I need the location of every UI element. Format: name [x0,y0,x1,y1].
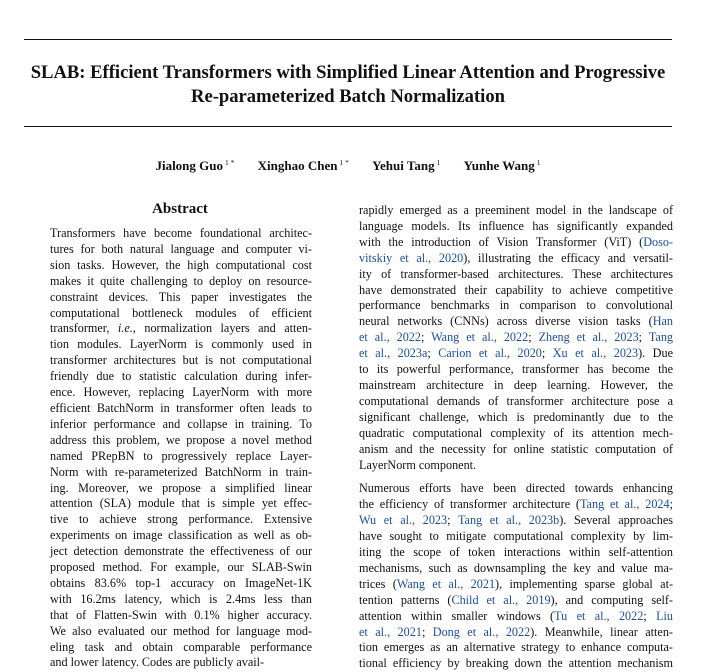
abstract-line: makes it quite challenging to deploy on resource- [50,273,312,288]
body-line: attention within smaller windows (Tu et al., 2022; Liu [359,608,673,623]
abstract-line: We also evaluated our method for language mod- [50,623,312,638]
abstract-line: sion tasks. However, the high computational cost [50,257,312,272]
body-line: neural networks (CNNs) across diverse vision tasks (Han [359,314,673,329]
body-line: Numerous efforts have been directed towards enhancing [359,481,673,496]
body-line: mainstream architecture in deep learning. However, the [359,377,673,392]
bottom-rule [24,126,672,127]
body-line: computational demands of transformer architecture pose a [359,393,673,408]
abstract-line: with 16.2ms latency, which is 2.4ms less than [50,591,312,606]
body-line: language models. Its influence has significantly expanded [359,218,673,233]
citation-link[interactable]: Liu [656,608,673,623]
body-line: Wu et al., 2023; Tang et al., 2023b). Several approaches [359,513,674,528]
body-line: vitskiy et al., 2020), illustrating the efficacy and versatil- [359,250,673,265]
abstract-line: ject detection demonstrate the effectiveness of our [50,544,312,559]
author-name: Jialong Guo [155,158,223,173]
author-affiliation: 1 * [339,158,349,167]
abstract-line: proposed method. For example, our SLAB-Swin [50,560,312,575]
body-line: the efficiency of transformer architecture (Tang et al., 2024; [359,497,674,512]
author-list [24,154,672,175]
abstract-line: Norm with re-parameterized BatchNorm in train- [50,464,312,479]
citation-link[interactable]: Doso- [643,234,673,249]
body-line: rapidly emerged as a preeminent model in the landscape of [359,203,673,217]
body-line: performance benchmarks in comparison to convolutional [359,298,673,313]
body-line: significant challenge, which is predominantly due to the [359,409,673,424]
citation-link[interactable]: vitskiy et al., 2020 [359,250,464,265]
citation-link[interactable]: Wang et al., 2021 [396,576,496,591]
citation-link[interactable]: Xu et al., 2023 [552,346,639,361]
author [155,158,234,173]
citation-link[interactable]: et al., 2021 [359,624,422,639]
author [464,158,541,173]
abstract-line: tion modules. LayerNorm is commonly used in [50,337,312,352]
body-line: tention patterns (Child et al., 2019), and computing self- [359,592,673,607]
body-line: tion emerges as an alternative strategy to enhance computa- [359,640,673,655]
paper-title [24,61,672,109]
citation-link[interactable]: Tang et al., 2023b [457,513,560,528]
abstract-line: tures for both natural language and computer vi- [50,241,312,256]
intro-paragraph-2 [359,481,673,672]
citation-link[interactable]: Tang et al., 2024 [579,497,670,512]
body-line: et al., 2022; Wang et al., 2022; Zheng et al., 2023; Tang [359,330,674,345]
abstract-line: transformer architectures but is not computational [50,353,312,368]
citation-link[interactable]: Wu et al., 2023 [359,513,448,528]
body-line: anism and the necessity for online statistic computation of [359,441,673,456]
top-rule [24,39,672,40]
body-line: have demonstrated their capability to achieve competitive [359,282,673,297]
abstract-line: efficient BatchNorm in transformer often leads to [50,400,312,415]
author [258,158,349,173]
intro-paragraph-1 [359,203,673,473]
abstract-line: ence. However, replacing LayerNorm with more [50,385,312,400]
body-line: et al., 2021; Dong et al., 2022). Meanwhile, linear atten- [359,624,673,639]
citation-link[interactable]: Zheng et al., 2023 [538,330,639,345]
body-line: LayerNorm component. [359,457,477,472]
abstract-line: computational bottleneck modules of efficient [50,305,312,320]
abstract-line: experiments on image classification as well as ob- [50,528,312,543]
body-line: with the introduction of Vision Transformer (ViT) (Doso- [359,234,673,249]
introduction-body [359,203,673,672]
body-line: have sought to mitigate computational complexity by lim- [359,529,673,544]
abstract-line: tive to achieve strong performance. Extensive [50,512,312,527]
abstract-line: inferior performance and collapse in training. To [50,416,312,431]
author-affiliation: 1 [436,158,441,167]
abstract-line: attention (SLA) module that is simple yet effec- [50,496,312,511]
body-line: quadratic computational complexity of its attention mech- [359,425,673,440]
citation-link[interactable]: Carion et al., 2020 [438,346,542,361]
abstract-body [50,226,312,671]
author [372,158,440,173]
body-line: to its powerful performance, transformer has become the [359,362,673,377]
abstract-line: friendly due to statistic calculation during infer- [50,369,312,384]
citation-link[interactable]: et al., 2022 [359,330,421,345]
body-line: iting the scope of token interactions within self-attention [359,545,673,560]
citation-link[interactable]: Dong et al., 2022 [432,624,531,639]
citation-link[interactable]: et al., 2023a [359,346,428,361]
abstract-line: and lower latency. Codes are publicly avail- [50,655,265,670]
citation-link[interactable]: Han [652,314,673,329]
body-line: tional efficiency by breaking down the attention mechanism [359,656,673,671]
citation-link[interactable]: Tang [648,330,674,345]
abstract-line: obtains 83.6% top-1 accuracy on ImageNet-1K [50,575,312,590]
abstract-line: named PRepBN to progressively replace Layer- [50,448,312,463]
author-name: Xinghao Chen [257,158,338,173]
citation-link[interactable]: Wang et al., 2022 [431,330,529,345]
citation-link[interactable]: Tu et al., 2022 [554,608,644,623]
abstract-line: ing. Moreover, we propose a simplified linear [50,480,312,495]
body-line: trices (Wang et al., 2021), implementing sparse global at- [359,576,674,591]
body-line: mechanisms, such as downsampling the key and value ma- [359,560,673,575]
abstract-line: eling task and obtain comparable performance [50,639,312,654]
citation-link[interactable]: Child et al., 2019 [451,592,551,607]
abstract-line: address this problem, we propose a novel method [50,432,312,447]
body-line: et al., 2023a; Carion et al., 2020; Xu et al., 2023). Due [359,346,673,361]
body-line: ity of transformer-based architectures. These architectures [359,266,673,281]
author-affiliation: 1 [536,158,541,167]
abstract-line: that of Flatten-Swin with 0.1% higher accuracy. [50,607,312,622]
abstract-line: constraint devices. This paper investigates the [50,289,312,304]
abstract-line: transformer, i.e., normalization layers and atten- [50,321,312,336]
title-line-1: SLAB: Efficient Transformers with Simplified Linear Attention and Progressive [30,62,666,83]
abstract-heading: Abstract [152,201,208,217]
author-affiliation: 1 * [225,158,235,167]
abstract-line: Transformers have become foundational architec- [50,226,312,240]
title-line-2: Re-parameterized Batch Normalization [191,86,505,107]
author-name: Yunhe Wang [463,158,535,173]
author-name: Yehui Tang [372,158,435,173]
